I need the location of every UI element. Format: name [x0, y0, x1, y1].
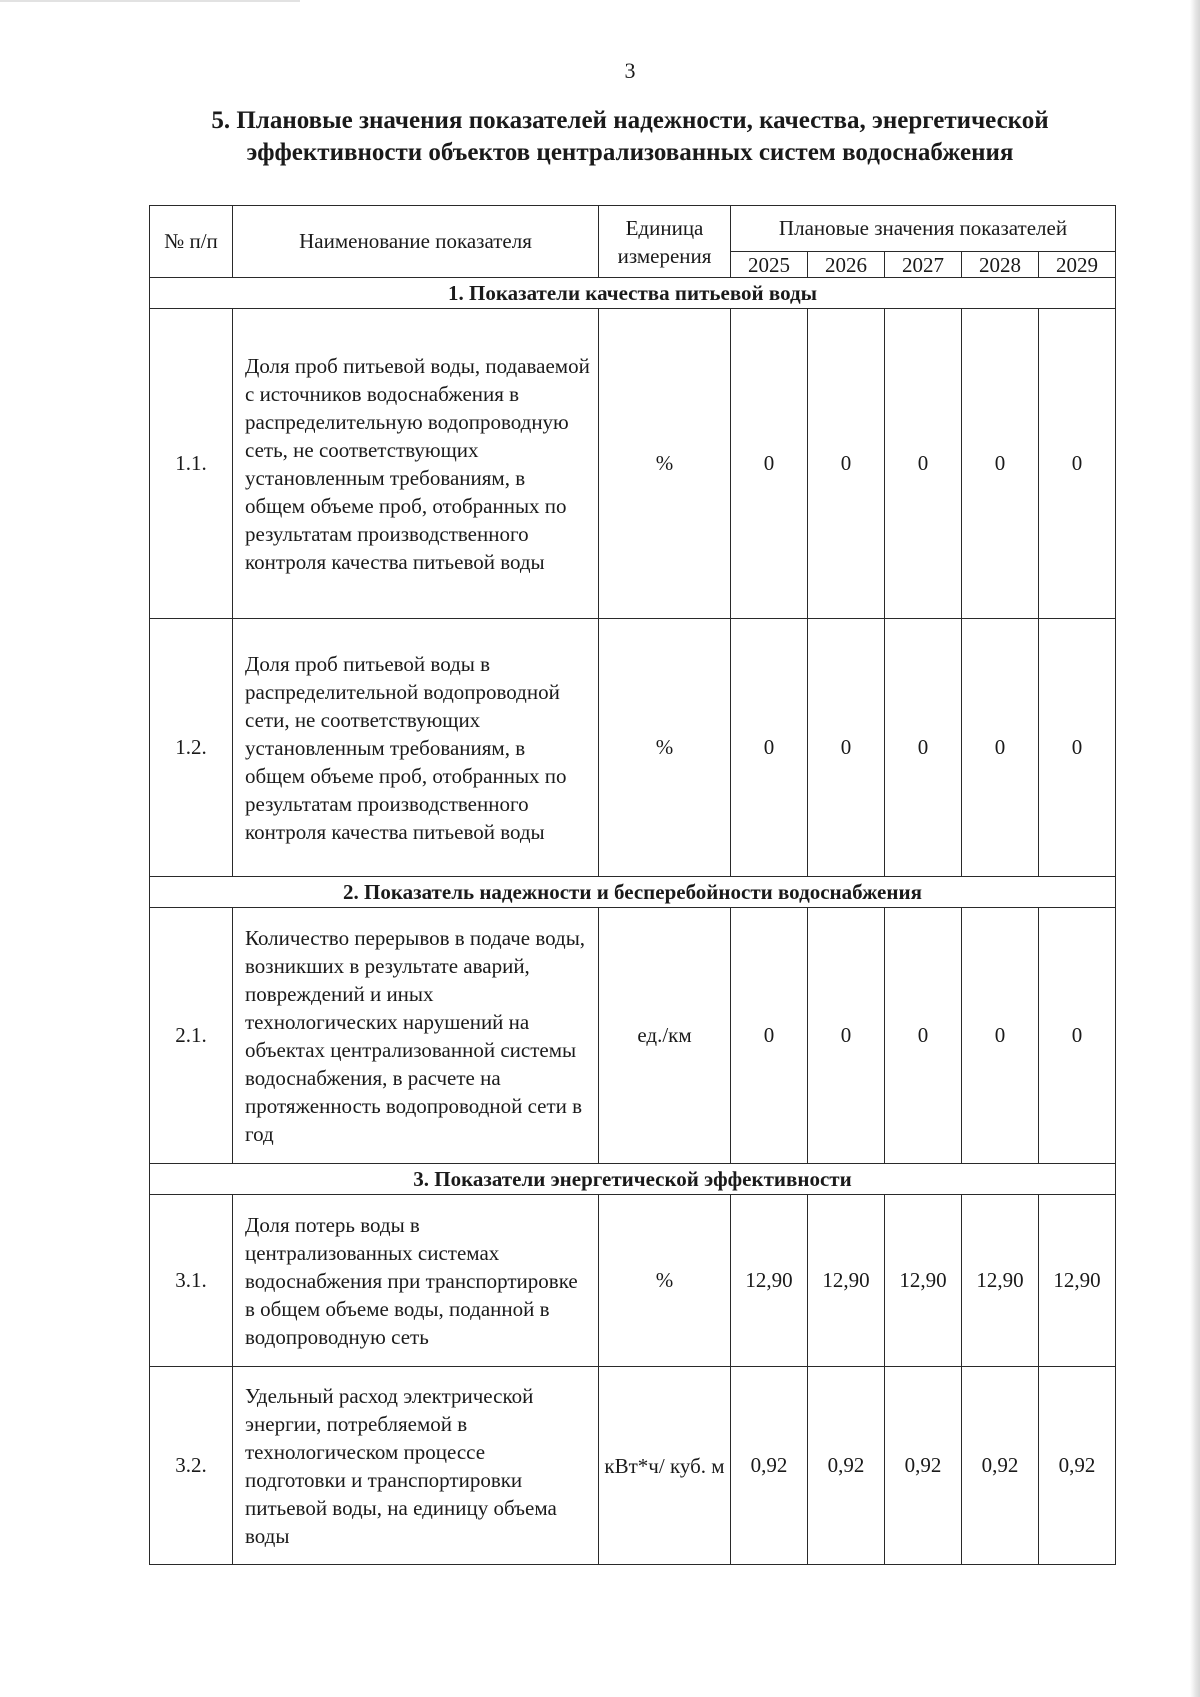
row-value: 0	[885, 908, 962, 1164]
header-unit: Единица измерения	[599, 206, 731, 278]
row-value: 12,90	[731, 1195, 808, 1367]
row-value: 0	[731, 309, 808, 619]
row-value: 12,90	[962, 1195, 1039, 1367]
row-value: 0,92	[1039, 1367, 1116, 1565]
section-heading: 3. Показатели энергетической эффективности	[150, 1164, 1116, 1195]
section-title: 5. Плановые значения показателей надежности, качества, энергетической эффективности объектов централизованных систем водоснабжения	[211, 107, 1049, 166]
table-header-row	[150, 206, 1116, 252]
row-value: 0,92	[808, 1367, 885, 1565]
section-heading: 1. Показатели качества питьевой воды	[150, 278, 1116, 309]
row-value: 0	[1039, 619, 1116, 877]
row-value: 0	[808, 908, 885, 1164]
header-year: 2026	[808, 252, 885, 278]
row-number: 3.2.	[150, 1367, 233, 1565]
scan-artifact-edge	[1190, 0, 1200, 1697]
indicators-table	[149, 205, 1116, 1565]
row-value: 0	[1039, 908, 1116, 1164]
header-year: 2027	[885, 252, 962, 278]
page-number: 3	[624, 58, 636, 83]
header-planned: Плановые значения показателей	[731, 206, 1116, 252]
row-indicator-name: Доля потерь воды в централизованных системах водоснабжения при транспортировке в общем объеме воды, поданной в водопроводную сеть	[233, 1195, 599, 1367]
row-value: 0,92	[731, 1367, 808, 1565]
row-value: 0	[731, 908, 808, 1164]
row-unit: %	[599, 309, 731, 619]
scan-artifact-top	[0, 0, 300, 2]
row-indicator-name: Количество перерывов в подаче воды, возникших в результате аварий, повреждений и иных технологических нарушений на объектах централизованной системы водоснабжения, в расчете на протяженность водопроводной сети в год	[233, 908, 599, 1164]
row-number: 1.1.	[150, 309, 233, 619]
row-value: 12,90	[808, 1195, 885, 1367]
row-value: 0,92	[962, 1367, 1039, 1565]
row-value: 0	[885, 619, 962, 877]
row-value: 0,92	[885, 1367, 962, 1565]
row-unit: %	[599, 1195, 731, 1367]
table-row	[150, 1367, 1116, 1565]
row-number: 2.1.	[150, 908, 233, 1164]
header-year: 2029	[1039, 252, 1116, 278]
table-row	[150, 1195, 1116, 1367]
row-value: 0	[731, 619, 808, 877]
row-value: 0	[808, 619, 885, 877]
row-indicator-name: Доля проб питьевой воды в распределительной водопроводной сети, не соответствующих установленным требованиям, в общем объеме проб, отобранных по результатам производственного контроля качества питьевой воды	[233, 619, 599, 877]
row-number: 3.1.	[150, 1195, 233, 1367]
row-unit: ед./км	[599, 908, 731, 1164]
row-value: 0	[885, 309, 962, 619]
row-value: 0	[962, 908, 1039, 1164]
row-value: 0	[1039, 309, 1116, 619]
header-year: 2025	[731, 252, 808, 278]
section-header-row	[150, 877, 1116, 908]
section-heading: 2. Показатель надежности и бесперебойности водоснабжения	[150, 877, 1116, 908]
header-year: 2028	[962, 252, 1039, 278]
header-num: № п/п	[150, 206, 233, 278]
section-header-row	[150, 278, 1116, 309]
header-name: Наименование показателя	[233, 206, 599, 278]
row-unit: кВт*ч/ куб. м	[599, 1367, 731, 1565]
row-indicator-name: Доля проб питьевой воды, подаваемой с источников водоснабжения в распределительную водопроводную сеть, не соответствующих установленным требованиям, в общем объеме проб, отобранных по результатам производственного контроля качества питьевой воды	[233, 309, 599, 619]
row-value: 0	[808, 309, 885, 619]
table-row	[150, 309, 1116, 619]
row-indicator-name: Удельный расход электрической энергии, потребляемой в технологическом процессе подготовки и транспортировки питьевой воды, на единицу объема воды	[233, 1367, 599, 1565]
section-header-row	[150, 1164, 1116, 1195]
row-number: 1.2.	[150, 619, 233, 877]
table-row	[150, 908, 1116, 1164]
row-value: 0	[962, 309, 1039, 619]
row-value: 0	[962, 619, 1039, 877]
row-unit: %	[599, 619, 731, 877]
row-value: 12,90	[1039, 1195, 1116, 1367]
row-value: 12,90	[885, 1195, 962, 1367]
table-row	[150, 619, 1116, 877]
